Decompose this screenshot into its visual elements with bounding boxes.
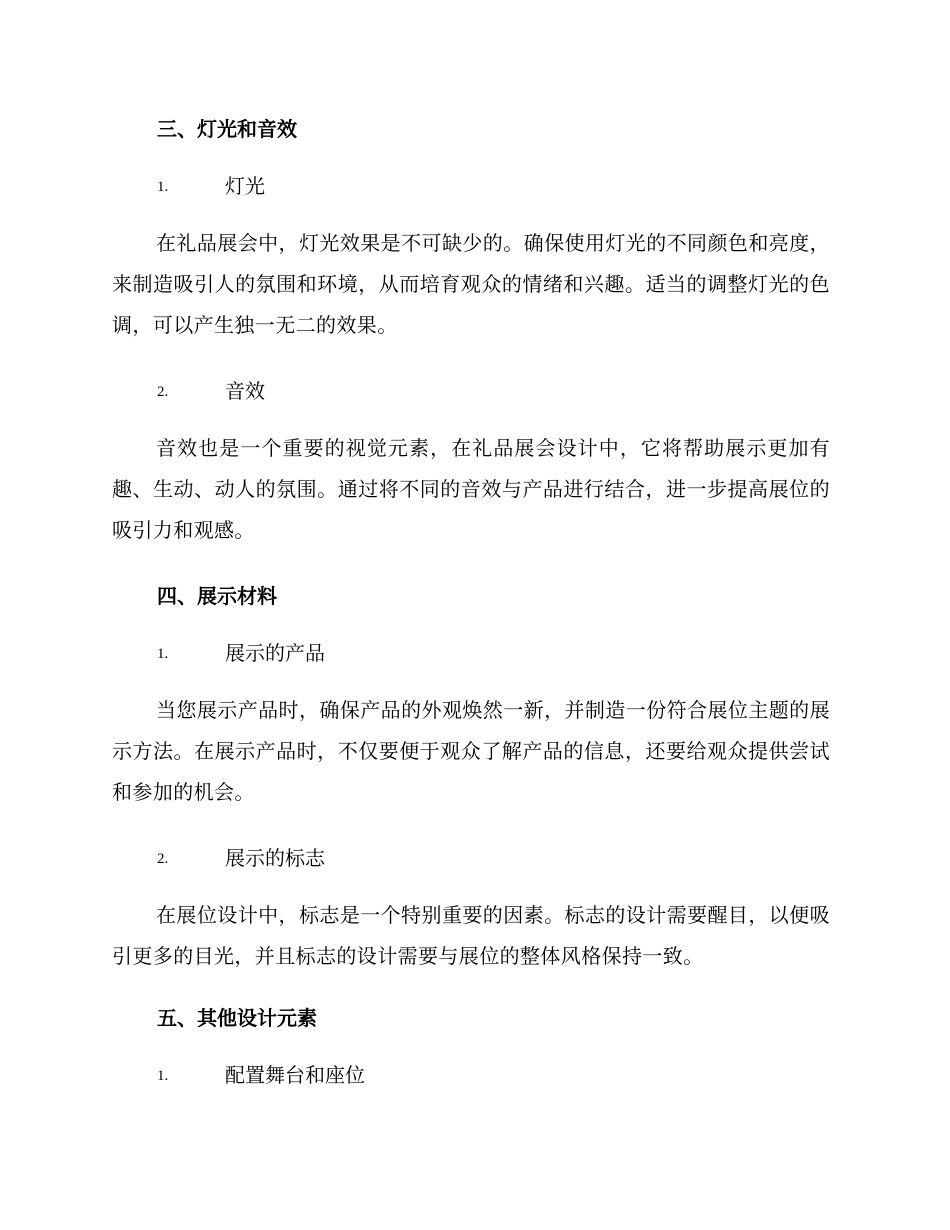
list-item-title: 展示的标志: [225, 846, 325, 870]
section-heading: 五、其他设计元素: [157, 1006, 317, 1030]
list-item-heading: [157, 381, 265, 401]
paragraph: 在展位设计中，标志是一个特别重要的因素。标志的设计需要醒目，以便吸引更多的目光，并且标志的设计需要与展位的整体风格保持一致。: [112, 903, 830, 968]
paragraph: 在礼品展会中，灯光效果是不可缺少的。确保使用灯光的不同颜色和亮度，来制造吸引人的氛围和环境，从而培育观众的情绪和兴趣。适当的调整灯光的色调，可以产生独一无二的效果。: [112, 231, 830, 337]
list-number: 1.: [157, 1068, 169, 1084]
list-item-title: 灯光: [225, 174, 265, 198]
list-number: 2.: [157, 851, 169, 867]
list-number: 1.: [157, 179, 169, 195]
section-heading: 三、灯光和音效: [157, 117, 297, 141]
paragraph: 音效也是一个重要的视觉元素，在礼品展会设计中，它将帮助展示更加有趣、生动、动人的氛围。通过将不同的音效与产品进行结合，进一步提高展位的吸引力和观感。: [112, 436, 830, 542]
list-number: 2.: [157, 384, 169, 400]
list-item-heading: [157, 848, 325, 868]
list-item-heading: [157, 643, 325, 663]
paragraph: 当您展示产品时，确保产品的外观焕然一新，并制造一份符合展位主题的展示方法。在展示产品时，不仅要便于观众了解产品的信息，还要给观众提供尝试和参加的机会。: [112, 698, 830, 804]
list-item-heading: [157, 176, 265, 196]
list-item-title: 音效: [225, 379, 265, 403]
section-heading: 四、展示材料: [157, 584, 277, 608]
list-item-heading: [157, 1065, 365, 1085]
list-item-title: 展示的产品: [225, 641, 325, 665]
list-number: 1.: [157, 646, 169, 662]
list-item-title: 配置舞台和座位: [225, 1063, 365, 1087]
